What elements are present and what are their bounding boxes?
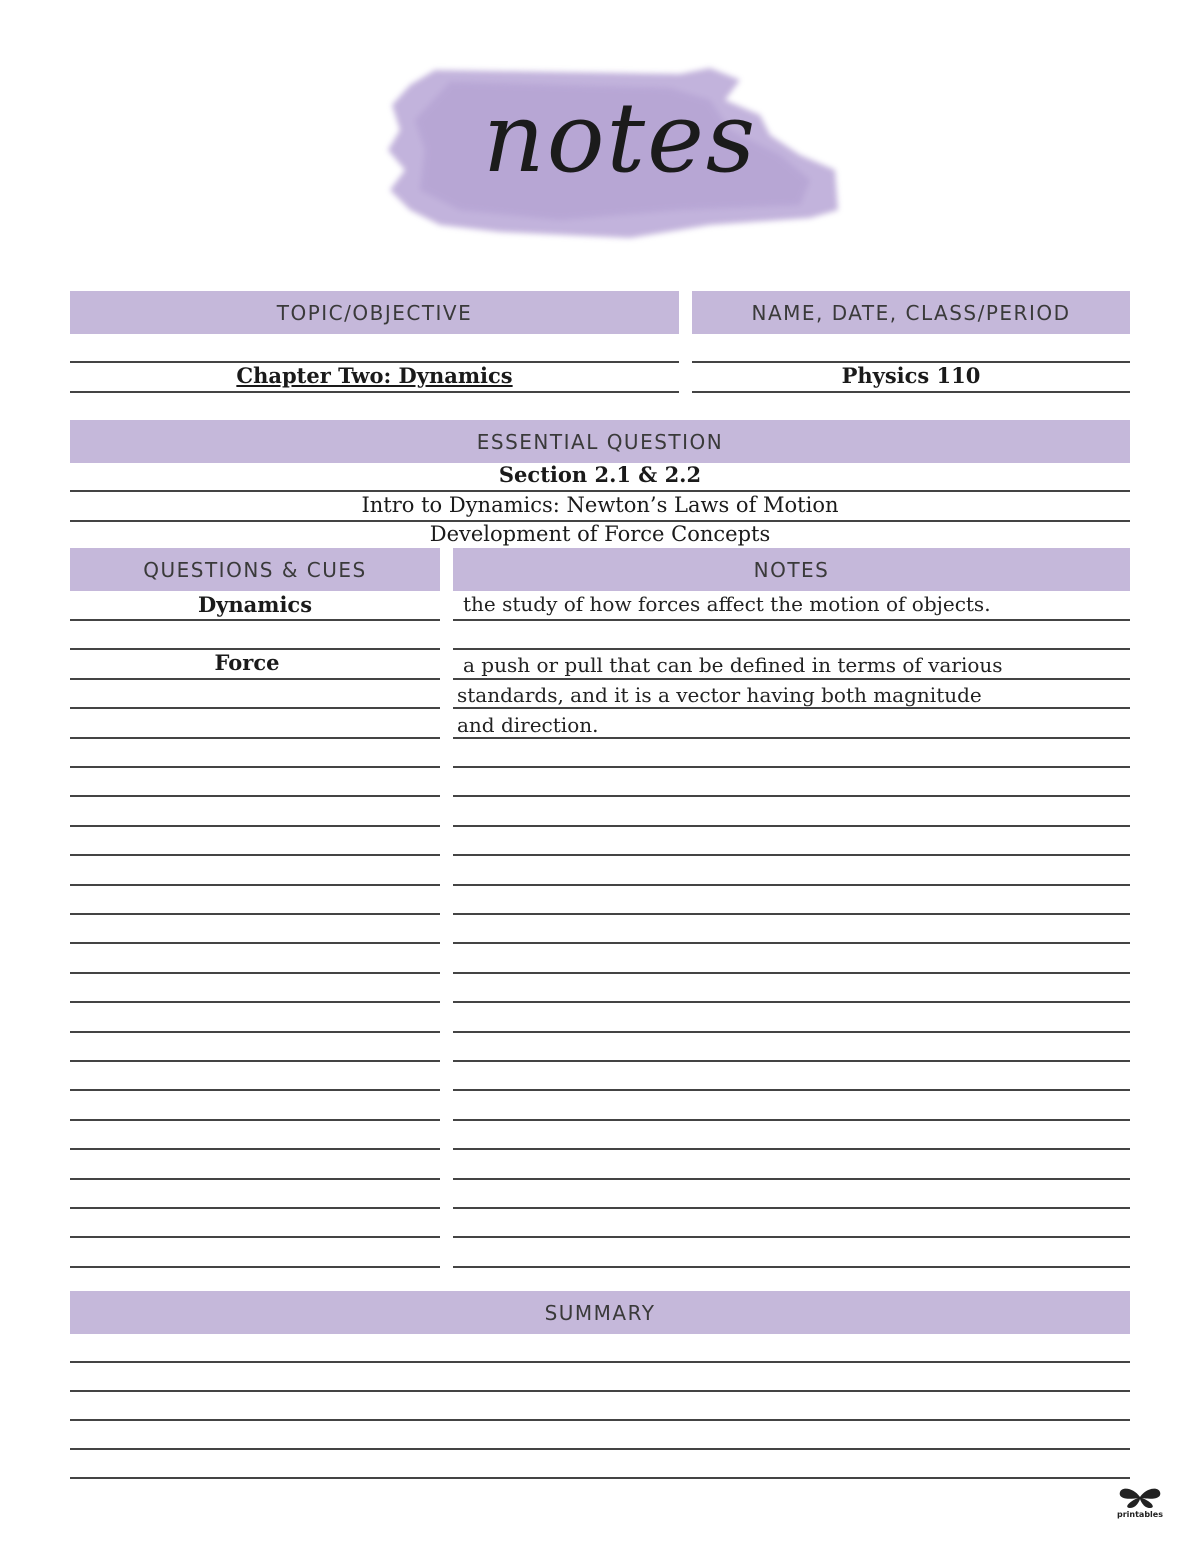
notes-rule-line [453,648,1130,650]
notes-rule-line [453,825,1130,827]
notes-rule-line [453,1178,1130,1180]
notes-rule-line [453,619,1130,621]
cue-rule-line [70,1207,440,1209]
cue-rule-line [70,678,440,680]
cue-rule-line [70,1060,440,1062]
cue-rule-line [70,737,440,739]
summary-rule-line [70,1419,1130,1421]
notes-rule-line [453,707,1130,709]
notes-rule-line [453,1060,1130,1062]
notes-rule-line [453,1089,1130,1091]
notes-rule-line [453,1001,1130,1003]
cue-rule-line [70,1089,440,1091]
notes-rule-line [453,1119,1130,1121]
summary-rule-line [70,1448,1130,1450]
cue-rule-line [70,619,440,621]
notes-rule-line [453,678,1130,680]
butterfly-icon [1110,1486,1170,1508]
cue-rule-line [70,766,440,768]
notes-rule-line [453,1148,1130,1150]
notes-rule-line [453,795,1130,797]
topic-value[interactable]: Chapter Two: Dynamics [236,363,513,388]
title-banner [380,60,850,250]
cue-rule-line [70,1178,440,1180]
name-line-2 [692,391,1130,393]
notes-rule-line [453,1031,1130,1033]
summary-header: SUMMARY [70,1291,1130,1334]
cue-rule-line [70,913,440,915]
summary-rule-line [70,1361,1130,1363]
cue-rule-line [70,1148,440,1150]
cue-rule-line [70,972,440,974]
notes-rule-line [453,766,1130,768]
notes-rule-line [453,854,1130,856]
cue-rule-line [70,1119,440,1121]
cue-rule-line [70,1001,440,1003]
printables-logo [1110,1486,1170,1520]
cue-rule-line [70,795,440,797]
note-line-1[interactable]: the study of how forces affect the motion of objects. [463,592,991,616]
page-title: notes [482,82,758,194]
essential-question-line-3[interactable]: Development of Force Concepts [429,522,771,546]
notes-rule-line [453,972,1130,974]
notes-rule-line [453,1236,1130,1238]
printables-logo-text: printables [1117,1510,1163,1519]
eq-rule-1 [70,490,1130,492]
notes-rule-line [453,942,1130,944]
cue-rule-line [70,854,440,856]
cue-rule-line [70,707,440,709]
essential-question-line-1[interactable]: Section 2.1 & 2.2 [498,462,702,487]
cue-rule-line [70,1236,440,1238]
summary-rule-line [70,1477,1130,1479]
questions-cues-header: QUESTIONS & CUES [70,548,440,591]
notes-rule-line [453,1266,1130,1268]
essential-question-header: ESSENTIAL QUESTION [70,420,1130,463]
cue-dynamics[interactable]: Dynamics [197,592,313,617]
essential-question-line-2[interactable]: Intro to Dynamics: Newton’s Laws of Motion [361,493,839,517]
note-line-3[interactable]: standards, and it is a vector having both magnitude [457,683,982,707]
note-line-4[interactable]: and direction. [457,713,599,737]
topic-objective-header: TOPIC/OBJECTIVE [70,291,679,334]
notes-rule-line [453,913,1130,915]
summary-rule-line [70,1390,1130,1392]
cue-rule-line [70,1031,440,1033]
cue-rule-line [70,1266,440,1268]
cue-rule-line [70,884,440,886]
cue-rule-line [70,942,440,944]
notes-header: NOTES [453,548,1130,591]
note-line-2[interactable]: a push or pull that can be defined in terms of various [463,653,1003,677]
notes-rule-line [453,884,1130,886]
name-date-class-header: NAME, DATE, CLASS/PERIOD [692,291,1130,334]
name-value[interactable]: Physics 110 [841,363,981,388]
cue-force[interactable]: Force [214,650,280,675]
cue-rule-line [70,825,440,827]
notes-rule-line [453,1207,1130,1209]
notes-rule-line [453,737,1130,739]
topic-line-2 [70,391,679,393]
